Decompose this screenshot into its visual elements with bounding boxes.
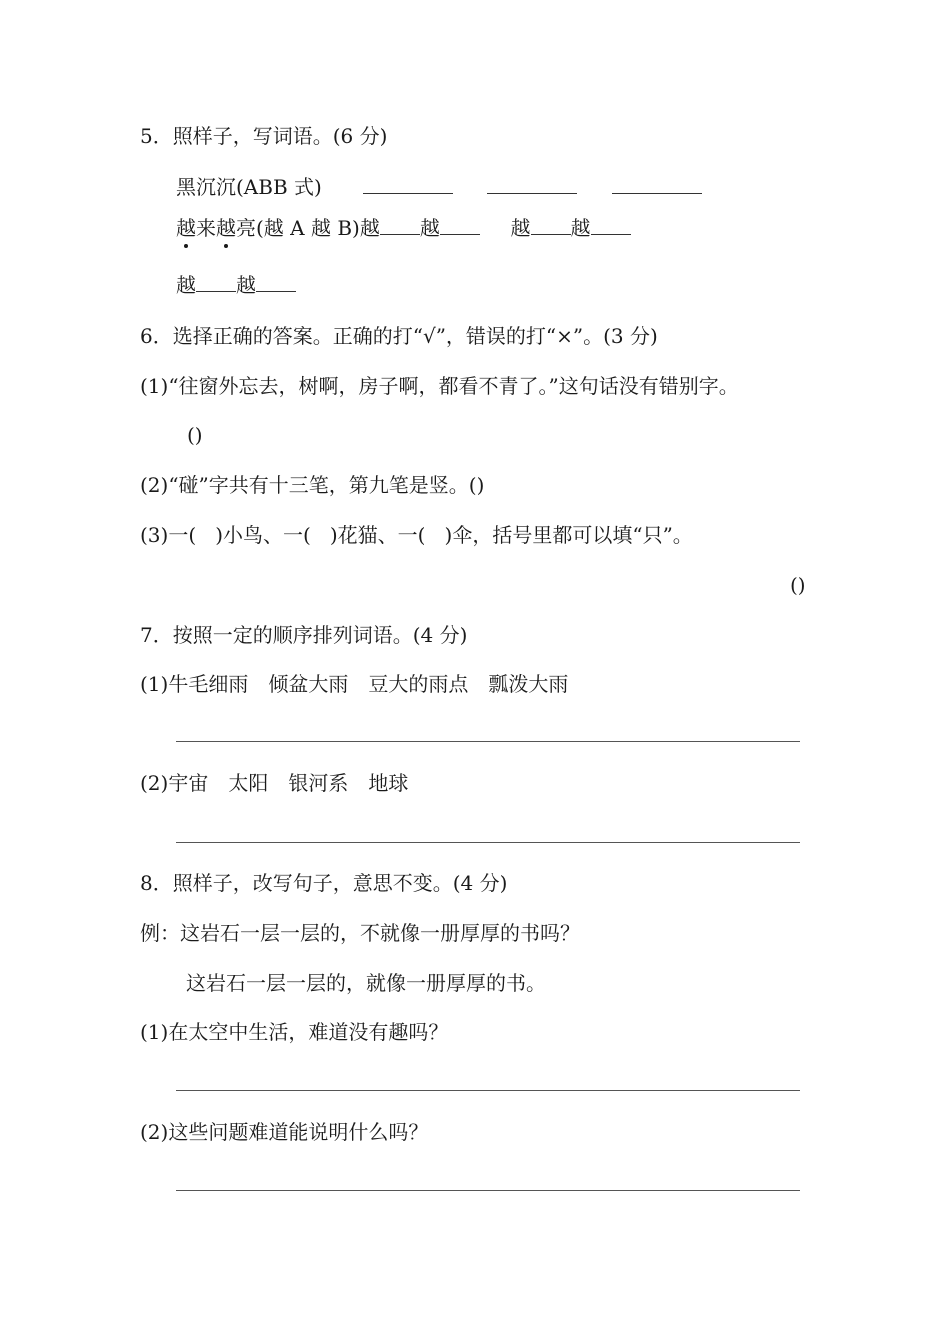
q6-item-1: (1)“往窗外忘去，树啊，房子啊，都看不青了。”这句话没有错别字。 bbox=[140, 374, 739, 398]
q5-char-lai: 来 bbox=[196, 216, 216, 240]
q8-answer-line-1[interactable] bbox=[176, 1090, 800, 1091]
q7-title: 7．按照一定的顺序排列词语。(4 分) bbox=[140, 623, 468, 647]
q5-blank-1[interactable] bbox=[363, 173, 453, 194]
q7-answer-line-1[interactable] bbox=[176, 741, 800, 742]
q5-row3 bbox=[176, 271, 296, 299]
q6-item-3: (3)一( )小鸟、一( )花猫、一( )伞，括号里都可以填“只”。 bbox=[140, 523, 693, 547]
q5-yue-2: 越 bbox=[419, 216, 440, 240]
q5-dotted-char-1: 越 bbox=[176, 216, 196, 240]
q7-answer-line-2[interactable] bbox=[176, 842, 800, 843]
q8-answer-line-2[interactable] bbox=[176, 1190, 800, 1191]
q5-blank-4[interactable] bbox=[380, 214, 420, 235]
q8-title: 8．照样子，改写句子，意思不变。(4 分) bbox=[140, 871, 508, 895]
q5-blank-6[interactable] bbox=[531, 214, 571, 235]
q8-example-question: 例：这岩石一层一层的，不就像一册厚厚的书吗？ bbox=[140, 921, 580, 945]
q5-blank-9[interactable] bbox=[256, 271, 296, 292]
q5-row2-label-rest: 亮(越 A 越 B) bbox=[236, 216, 360, 240]
q5-yue-1: 越 bbox=[359, 216, 380, 240]
q5-blank-5[interactable] bbox=[440, 214, 480, 235]
q5-row2 bbox=[176, 214, 631, 242]
q5-blank-3[interactable] bbox=[612, 173, 702, 194]
q8-item-1: (1)在太空中生活，难道没有趣吗？ bbox=[140, 1020, 449, 1044]
q5-yue-4: 越 bbox=[570, 216, 591, 240]
q5-blank-8[interactable] bbox=[196, 271, 236, 292]
q5-yue-5: 越 bbox=[176, 273, 196, 297]
q6-item-1-paren[interactable]: () bbox=[187, 423, 203, 447]
q7-item-1: (1)牛毛细雨 倾盆大雨 豆大的雨点 瓢泼大雨 bbox=[140, 672, 569, 696]
q8-item-2: (2)这些问题难道能说明什么吗？ bbox=[140, 1120, 429, 1144]
q6-item-3-paren[interactable]: () bbox=[790, 573, 806, 597]
q5-title: 5．照样子，写词语。(6 分) bbox=[140, 124, 388, 148]
q5-row1-label: 黑沉沉(ABB 式) bbox=[176, 175, 322, 199]
q5-dotted-char-2: 越 bbox=[216, 216, 236, 240]
q5-blank-2[interactable] bbox=[487, 173, 577, 194]
q5-blank-7[interactable] bbox=[591, 214, 631, 235]
q7-item-2: (2)宇宙 太阳 银河系 地球 bbox=[140, 771, 409, 795]
q5-row1 bbox=[176, 173, 702, 201]
q5-yue-6: 越 bbox=[236, 273, 256, 297]
q5-yue-3: 越 bbox=[510, 216, 531, 240]
q6-title: 6．选择正确的答案。正确的打“√”，错误的打“×”。(3 分) bbox=[140, 324, 658, 348]
q6-item-2: (2)“碰”字共有十三笔，第九笔是竖。() bbox=[140, 473, 485, 497]
q8-example-answer: 这岩石一层一层的，就像一册厚厚的书。 bbox=[186, 971, 546, 995]
